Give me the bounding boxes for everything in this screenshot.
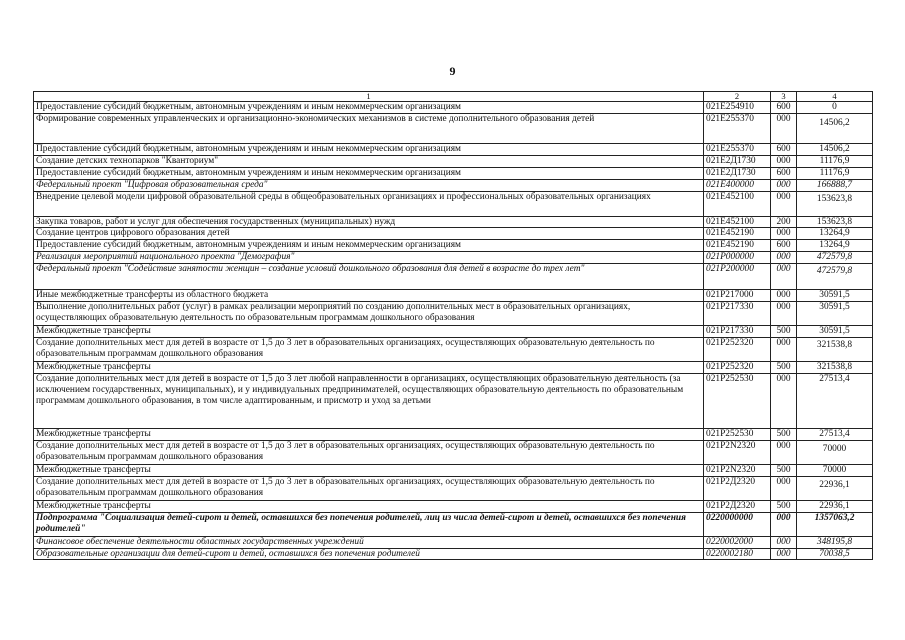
table-row xyxy=(34,290,873,302)
row-type: 000 xyxy=(771,548,797,560)
row-name: Подпрограмма "Социализация детей-сирот и детей, оставшихся без попечения родителей, лиц из числа детей-сирот и детей, оставшихся без попечения родителей" xyxy=(34,512,704,536)
row-type: 000 xyxy=(771,536,797,548)
row-name: Создание дополнительных мест для детей в возрасте от 1,5 до 3 лет в образовательных организациях, осуществляющих образовательную деятельность по образовательным программам дошкольного образования xyxy=(34,476,704,500)
row-name: Создание детских технопарков "Кванториум" xyxy=(34,155,704,167)
row-sum: 30591,5 xyxy=(797,302,873,326)
row-type: 000 xyxy=(771,302,797,326)
row-sum: 14506,2 xyxy=(797,113,873,143)
row-code: 021P2Д2320 xyxy=(704,500,771,512)
row-type: 600 xyxy=(771,102,797,114)
row-name: Создание дополнительных мест для детей в возрасте от 1,5 до 3 лет любой направленности в организациях, осуществляющих образовательную деятельность (за исключением государственных, муниципальных), и у индивидуальных предпринимателей, осуществляющих образовательную деятельность по образовательным программам дошкольного образования, в том числе адаптированным, и присмотр и уход за детьми xyxy=(34,373,704,428)
table-row xyxy=(34,167,873,179)
row-code: 021P000000 xyxy=(704,252,771,264)
row-sum: 166888,7 xyxy=(797,179,873,191)
row-code: 021P2N2320 xyxy=(704,440,771,464)
row-code: 021P252530 xyxy=(704,373,771,428)
row-sum: 30591,5 xyxy=(797,290,873,302)
row-sum: 70000 xyxy=(797,464,873,476)
row-name: Внедрение целевой модели цифровой образовательной среды в общеобразовательных организациях и профессиональных образовательных организациях xyxy=(34,191,704,216)
row-name: Федеральный проект "Содействие занятости женщин – создание условий дошкольного образования для детей в возрасте до трех лет" xyxy=(34,264,704,290)
row-type: 000 xyxy=(771,373,797,428)
row-type: 500 xyxy=(771,361,797,373)
row-code: 021E452100 xyxy=(704,191,771,216)
row-type: 600 xyxy=(771,167,797,179)
row-name: Выполнение дополнительных работ (услуг) в рамках реализации мероприятий по созданию дополнительных мест в образовательных организациях, осуществляющих образовательную деятельность по образовательным программам дошкольного образования xyxy=(34,302,704,326)
table-row xyxy=(34,500,873,512)
row-code: 021E2Д1730 xyxy=(704,155,771,167)
row-code: 021P252320 xyxy=(704,361,771,373)
row-code: 021E2Д1730 xyxy=(704,167,771,179)
table-row xyxy=(34,143,873,155)
row-type: 000 xyxy=(771,252,797,264)
row-sum: 27513,4 xyxy=(797,428,873,440)
row-sum: 22936,1 xyxy=(797,500,873,512)
row-sum: 348195,8 xyxy=(797,536,873,548)
row-type: 000 xyxy=(771,155,797,167)
row-sum: 27513,4 xyxy=(797,373,873,428)
row-name: Федеральный проект "Цифровая образовательная среда" xyxy=(34,179,704,191)
row-code: 021P200000 xyxy=(704,264,771,290)
row-code: 021E452100 xyxy=(704,216,771,228)
table-row xyxy=(34,228,873,240)
row-type: 000 xyxy=(771,191,797,216)
table-row xyxy=(34,113,873,143)
table-row xyxy=(34,252,873,264)
row-code: 021P217000 xyxy=(704,290,771,302)
table-row xyxy=(34,464,873,476)
table-row xyxy=(34,512,873,536)
row-name: Формирование современных управленческих и организационно-экономических механизмов в системе дополнительного образования детей xyxy=(34,113,704,143)
table-row xyxy=(34,476,873,500)
table-row xyxy=(34,536,873,548)
table-row xyxy=(34,548,873,560)
row-sum: 70000 xyxy=(797,440,873,464)
row-code: 021E452190 xyxy=(704,240,771,252)
table-header-row xyxy=(34,92,873,102)
row-type: 500 xyxy=(771,326,797,338)
table-row xyxy=(34,264,873,290)
row-type: 000 xyxy=(771,440,797,464)
row-code: 0220000000 xyxy=(704,512,771,536)
page-number: 9 xyxy=(449,64,456,78)
row-type: 000 xyxy=(771,264,797,290)
row-name: Образовательные организации для детей-сирот и детей, оставшихся без попечения родителей xyxy=(34,548,704,560)
header-col-sum: 4 xyxy=(797,92,873,102)
row-code: 021E452190 xyxy=(704,228,771,240)
row-type: 000 xyxy=(771,290,797,302)
row-type: 500 xyxy=(771,500,797,512)
row-type: 500 xyxy=(771,464,797,476)
row-code: 021P252320 xyxy=(704,337,771,361)
row-type: 000 xyxy=(771,113,797,143)
row-name: Иные межбюджетные трансферты из областного бюджета xyxy=(34,290,704,302)
row-sum: 153623,8 xyxy=(797,216,873,228)
row-sum: 321538,8 xyxy=(797,361,873,373)
table-row xyxy=(34,440,873,464)
row-name: Финансовое обеспечение деятельности областных государственных учреждений xyxy=(34,536,704,548)
table-row xyxy=(34,179,873,191)
row-code: 021E400000 xyxy=(704,179,771,191)
row-sum: 472579,8 xyxy=(797,252,873,264)
row-type: 600 xyxy=(771,240,797,252)
header-col-type: 3 xyxy=(771,92,797,102)
row-code: 021P217330 xyxy=(704,302,771,326)
row-type: 600 xyxy=(771,143,797,155)
table-row xyxy=(34,428,873,440)
table-row xyxy=(34,337,873,361)
row-name: Создание дополнительных мест для детей в возрасте от 1,5 до 3 лет в образовательных организациях, осуществляющих образовательную деятельность по образовательным программам дошкольного образования xyxy=(34,440,704,464)
row-sum: 14506,2 xyxy=(797,143,873,155)
row-name: Межбюджетные трансферты xyxy=(34,500,704,512)
header-col-name: 1 xyxy=(34,92,704,102)
row-code: 021P2Д2320 xyxy=(704,476,771,500)
row-sum: 11176,9 xyxy=(797,167,873,179)
table-row xyxy=(34,302,873,326)
row-name: Межбюджетные трансферты xyxy=(34,428,704,440)
table-row xyxy=(34,361,873,373)
budget-table xyxy=(33,91,873,560)
row-sum: 30591,5 xyxy=(797,326,873,338)
row-type: 200 xyxy=(771,216,797,228)
row-name: Закупка товаров, работ и услуг для обеспечения государственных (муниципальных) нужд xyxy=(34,216,704,228)
row-code: 0220002000 xyxy=(704,536,771,548)
row-code: 021P252530 xyxy=(704,428,771,440)
row-code: 021P2N2320 xyxy=(704,464,771,476)
row-sum: 321538,8 xyxy=(797,337,873,361)
table-row xyxy=(34,102,873,114)
row-code: 021E255370 xyxy=(704,143,771,155)
row-type: 000 xyxy=(771,228,797,240)
table-row xyxy=(34,155,873,167)
row-sum: 13264,9 xyxy=(797,228,873,240)
row-name: Предоставление субсидий бюджетным, автономным учреждениям и иным некоммерческим организациям xyxy=(34,143,704,155)
row-code: 021E255370 xyxy=(704,113,771,143)
row-type: 000 xyxy=(771,476,797,500)
row-code: 0220002180 xyxy=(704,548,771,560)
header-col-code: 2 xyxy=(704,92,771,102)
row-sum: 13264,9 xyxy=(797,240,873,252)
row-sum: 22936,1 xyxy=(797,476,873,500)
row-type: 000 xyxy=(771,337,797,361)
row-name: Межбюджетные трансферты xyxy=(34,464,704,476)
table-row xyxy=(34,326,873,338)
table-row xyxy=(34,240,873,252)
row-name: Межбюджетные трансферты xyxy=(34,326,704,338)
row-name: Создание центров цифрового образования детей xyxy=(34,228,704,240)
row-sum: 1357063,2 xyxy=(797,512,873,536)
row-type: 000 xyxy=(771,512,797,536)
row-type: 000 xyxy=(771,179,797,191)
row-name: Межбюджетные трансферты xyxy=(34,361,704,373)
table-row xyxy=(34,216,873,228)
row-sum: 153623,8 xyxy=(797,191,873,216)
row-name: Предоставление субсидий бюджетным, автономным учреждениям и иным некоммерческим организациям xyxy=(34,240,704,252)
row-name: Создание дополнительных мест для детей в возрасте от 1,5 до 3 лет в образовательных организациях, осуществляющих образовательную деятельность по образовательным программам дошкольного образования xyxy=(34,337,704,361)
row-sum: 11176,9 xyxy=(797,155,873,167)
row-code: 021P217330 xyxy=(704,326,771,338)
row-sum: 70038,5 xyxy=(797,548,873,560)
row-name: Предоставление субсидий бюджетным, автономным учреждениям и иным некоммерческим организациям xyxy=(34,102,704,114)
table-row xyxy=(34,191,873,216)
row-name: Реализация мероприятий национального проекта "Демография" xyxy=(34,252,704,264)
row-type: 500 xyxy=(771,428,797,440)
row-name: Предоставление субсидий бюджетным, автономным учреждениям и иным некоммерческим организациям xyxy=(34,167,704,179)
row-code: 021E254910 xyxy=(704,102,771,114)
row-sum: 472579,8 xyxy=(797,264,873,290)
table-row xyxy=(34,373,873,428)
row-sum: 0 xyxy=(797,102,873,114)
